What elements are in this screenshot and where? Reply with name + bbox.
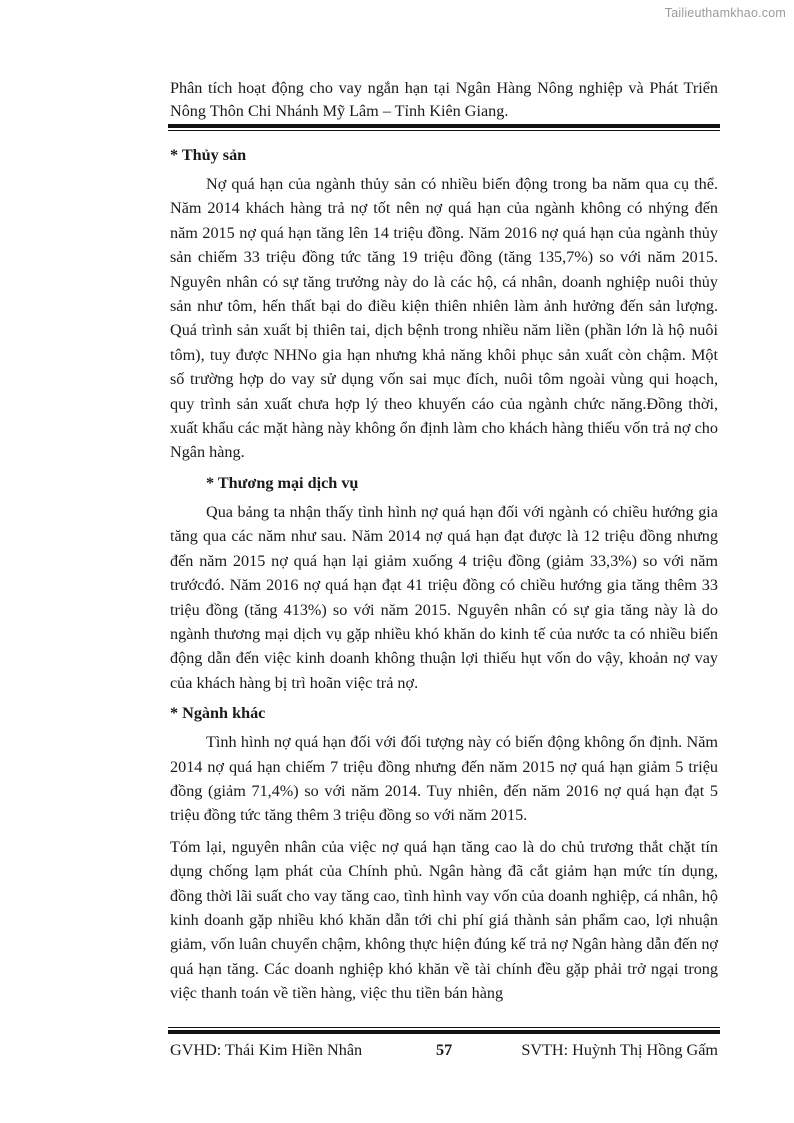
section-paragraph: Nợ quá hạn của ngành thủy sản có nhiều biến động trong ba năm qua cụ thể. Năm 2014 khách hàng trả nợ tốt nên nợ quá hạn của ngành không có nhýng đến năm 2015 nợ quá hạn tăng lên 14 triệu đồng. Năm 2016 nợ quá hạn của ngành thủy sản chiếm 33 triệu đồng tức tăng 19 triệu đồng (tăng 135,7%) so với năm 2015. Nguyên nhân có sự tăng trưởng này do là các hộ, cá nhân, doanh nghiệp nuôi thủy sản như tôm, hến thất bại do điều kiện thiên nhiên làm ảnh hưởng đến sản lượng. Quá trình sản xuất bị thiên tai, dịch bệnh trong nhiều năm liền (phần lớn là hộ nuôi tôm), tuy được NHNo gia hạn nhưng khả năng khôi phục sản xuất còn chậm. Một số trường hợp do vay sử dụng vốn sai mục đích, nuôi tôm ngoài vùng qui hoạch, quy trình sản xuất chưa hợp lý theo khuyến cáo của ngành chức năng.Đồng thời, xuất khẩu các mặt hàng này không ổn định làm cho khách hàng thiếu vốn trả nợ cho Ngân hàng.: [170, 175, 718, 462]
footer-advisor: GVHD: Thái Kim Hiền Nhân: [170, 1041, 363, 1059]
summary-paragraph: Tóm lại, nguyên nhân của việc nợ quá hạn tăng cao là do chủ trương thắt chặt tín dụng chống lạm phát của Chính phủ. Ngân hàng đã cắt giảm hạn mức tín dụng, đồng thời lãi suất cho vay tăng cao, tình hình vay vốn của doanh nghiệp, cá nhân, hộ kinh doanh gặp nhiều khó khăn dẫn tới chi phí giá thành sản phẩm cao, lợi nhuận giảm, vốn luân chuyển chậm, không thực hiện đúng kế trả nợ Ngân hàng dẫn đến nợ quá hạn tăng. Các doanh nghiệp khó khăn về tài chính đều gặp phải trở ngại trong việc thanh toán về tiền hàng, việc thu tiền bán hàng: [170, 837, 719, 1003]
page-footer: [170, 1039, 718, 1061]
section-heading: * Thủy sản: [170, 146, 247, 164]
footer-student: SVTH: Huỳnh Thị Hồng Gấm: [521, 1041, 718, 1059]
watermark: Tailieuthamkhao.com: [664, 6, 786, 20]
section-nganh-khac: [170, 702, 718, 828]
footer-rule-thin: [168, 1027, 720, 1028]
page-header: [170, 77, 718, 122]
document-body: [170, 144, 718, 1013]
page-number: 57: [436, 1041, 453, 1059]
header-rule-thin: [168, 130, 720, 131]
section-heading: * Thương mại dịch vụ: [206, 473, 359, 492]
header-title: Phân tích hoạt động cho vay ngắn hạn tại Ngân Hàng Nông nghiệp và Phát Triển Nông Thôn Chi Nhánh Mỹ Lâm – Tỉnh Kiên Giang.: [170, 79, 718, 120]
footer-rule-thick: [168, 1030, 720, 1034]
header-rule-thick: [168, 124, 720, 128]
section-paragraph: Tình hình nợ quá hạn đối với đối tượng này có biến động không ổn định. Năm 2014 nợ quá hạn chiếm 7 triệu đồng nhưng đến năm 2015 nợ quá hạn giảm 5 triệu đồng (giảm 71,4%) so với năm 2014. Tuy nhiên, đến năm 2016 nợ quá hạn đạt 5 triệu đồng tức tăng thêm 3 triệu đồng so với năm 2015.: [170, 733, 718, 825]
section-heading: * Ngành khác: [170, 704, 266, 723]
section-thuong-mai-dich-vu: [170, 472, 718, 695]
section-thuy-san: [170, 144, 718, 465]
section-tom-lai: [170, 835, 718, 1006]
section-paragraph: Qua bảng ta nhận thấy tình hình nợ quá hạn đối với ngành có chiều hướng gia tăng qua các năm như sau. Năm 2014 nợ quá hạn đạt được là 12 triệu đồng nhưng đến năm 2015 nợ quá hạn lại giảm xuống 4 triệu đồng (giảm 33,3%) so với năm trướcđó. Năm 2016 nợ quá hạn đạt 41 triệu đồng có chiều hướng gia tăng thêm 33 triệu đồng (tăng 413%) so với năm 2015. Nguyên nhân có sự gia tăng này là do ngành thương mại dịch vụ gặp nhiều khó khăn do kinh tế của nước ta có nhiều biến động dẫn đến việc kinh doanh không thuận lợi thiếu hụt vốn do vậy, khoản nợ vay của khách hàng bị trì hoãn việc trả nợ.: [170, 502, 718, 692]
